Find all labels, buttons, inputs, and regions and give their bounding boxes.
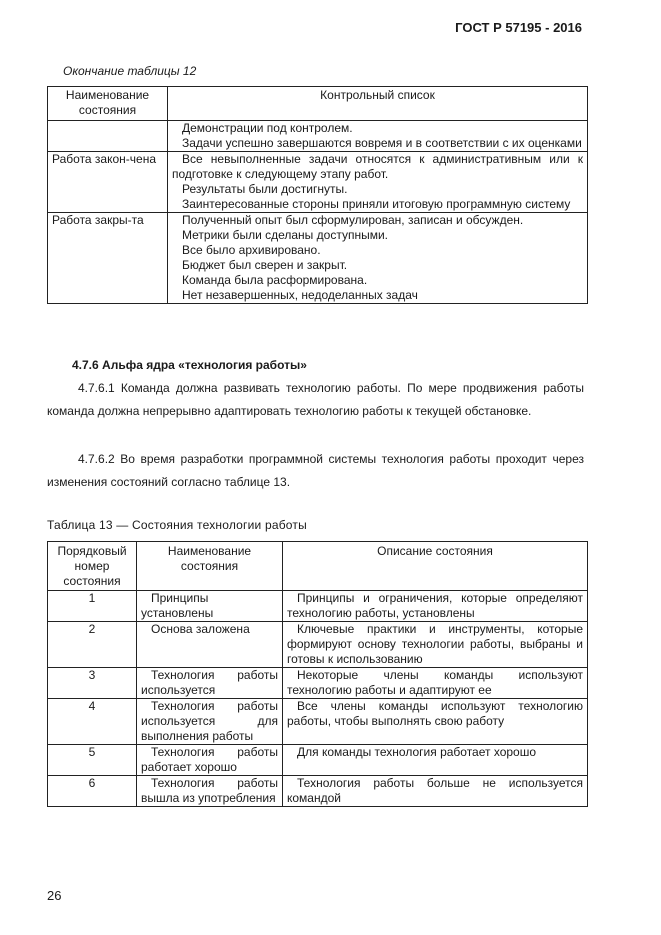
table-row: [48, 745, 588, 776]
state-name: Технология работы вышла из употребления: [137, 776, 283, 807]
state-name: Основа заложена: [137, 622, 283, 668]
checklist-item: Задачи успешно завершаются вовремя и в соответствии с их оценками: [182, 136, 582, 150]
state-name: Технология работы используется для выполнения работы: [137, 699, 283, 745]
state-name: Работа закон-чена: [48, 152, 168, 213]
section-title: 4.7.6 Альфа ядра «технология работы»: [72, 358, 307, 372]
state-name: Работа закры-та: [48, 213, 168, 304]
table-row: [48, 121, 588, 152]
table-13: [47, 541, 588, 807]
table-header-row: [48, 542, 588, 591]
state-number: 3: [48, 668, 137, 699]
state-description: Ключевые практики и инструменты, которые формируют основу технологии работы, выбраны и готовы к использованию: [283, 622, 588, 668]
checklist-cell: [168, 213, 588, 304]
table-row: [48, 152, 588, 213]
column-header-description: Описание состояния: [283, 542, 588, 591]
page-number: 26: [47, 888, 62, 903]
table-row: [48, 591, 588, 622]
state-description: Все члены команды используют технологию работы, чтобы выполнять свою работу: [283, 699, 588, 745]
checklist-cell: [168, 121, 588, 152]
paragraph: 4.7.6.2 Во время разработки программной системы технология работы проходит через изменения состояний согласно таблице 13.: [47, 452, 584, 489]
table-12-caption: Окончание таблицы 12: [63, 64, 197, 78]
state-number: 6: [48, 776, 137, 807]
checklist-cell: [168, 152, 588, 213]
table-row: [48, 622, 588, 668]
state-name: Технология работы используется: [137, 668, 283, 699]
state-description: Некоторые члены команды используют технологию работы и адаптируют ее: [283, 668, 588, 699]
column-header-state: Наименование состояния: [48, 87, 168, 121]
state-name: Принципы установлены: [137, 591, 283, 622]
checklist-item: Бюджет был сверен и закрыт.: [182, 258, 348, 272]
checklist-item: Полученный опыт был сформулирован, записан и обсужден.: [182, 213, 524, 227]
document-code: ГОСТ Р 57195 - 2016: [455, 20, 582, 35]
checklist-item: Нет незавершенных, недоделанных задач: [182, 288, 418, 302]
state-number: 4: [48, 699, 137, 745]
table-row: [48, 699, 588, 745]
checklist-item: Команда была расформирована.: [182, 273, 368, 287]
checklist-item: Метрики были сделаны доступными.: [182, 228, 388, 242]
column-header-checklist: Контрольный список: [168, 87, 588, 121]
state-number: 2: [48, 622, 137, 668]
table-row: [48, 776, 588, 807]
table-12: [47, 86, 588, 304]
state-description: Принципы и ограничения, которые определяют технологию работы, установлены: [283, 591, 588, 622]
state-description: Технология работы больше не используется командой: [283, 776, 588, 807]
checklist-item: Все невыполненные задачи относятся к административным или к подготовке к следующему этапу работ.: [172, 152, 583, 181]
table-header-row: [48, 87, 588, 121]
column-header-name: Наименование состояния: [137, 542, 283, 591]
table-13-caption: Таблица 13 — Состояния технологии работы: [47, 518, 307, 532]
column-header-number: Порядковый номер состояния: [48, 542, 137, 591]
state-number: 1: [48, 591, 137, 622]
state-name: Технология работы работает хорошо: [137, 745, 283, 776]
state-name: [48, 121, 168, 152]
checklist-item: Все было архивировано.: [182, 243, 321, 257]
state-number: 5: [48, 745, 137, 776]
state-description: Для команды технология работает хорошо: [283, 745, 588, 776]
table-row: [48, 668, 588, 699]
checklist-item: Демонстрации под контролем.: [182, 121, 353, 135]
paragraph: 4.7.6.1 Команда должна развивать технологию работы. По мере продвижения работы команда должна непрерывно адаптировать технологию работы к текущей обстановке.: [47, 381, 584, 418]
checklist-item: Результаты были достигнуты.: [182, 182, 348, 196]
checklist-item: Заинтересованные стороны приняли итоговую программную систему: [182, 197, 571, 211]
table-row: [48, 213, 588, 304]
